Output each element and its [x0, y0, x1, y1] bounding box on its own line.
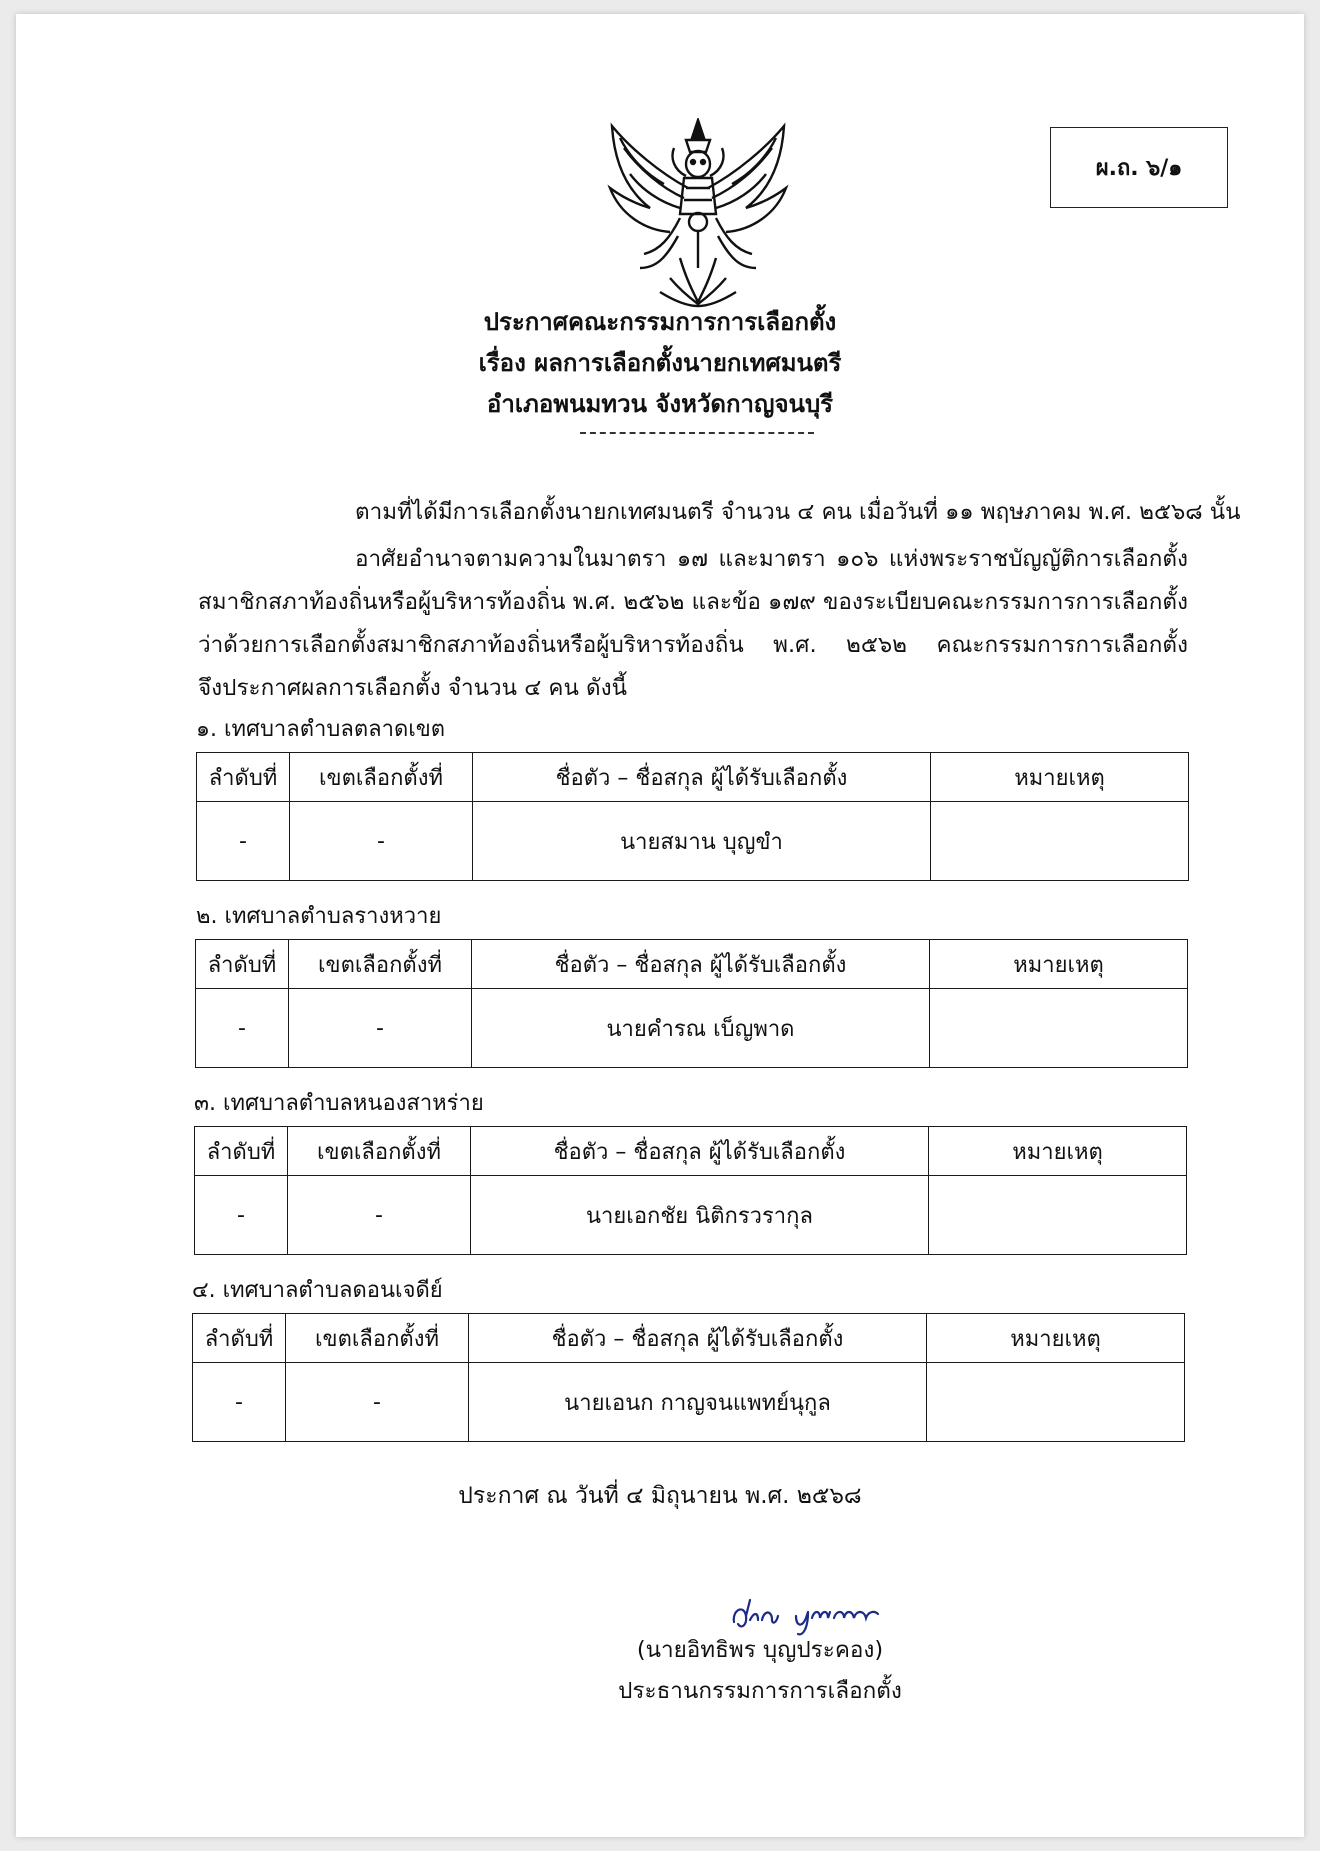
cell-order: -	[193, 1363, 286, 1442]
cell-name: นายเอกชัย นิติกรวรากุล	[471, 1176, 929, 1255]
cell-district: -	[289, 989, 472, 1068]
cell-remark	[929, 1176, 1187, 1255]
handwritten-signature	[728, 1590, 888, 1638]
intro-paragraph: ตามที่ได้มีการเลือกตั้งนายกเทศมนตรี จำนวน ๔ คน เมื่อวันที่ ๑๑ พฤษภาคม พ.ศ. ๒๕๖๘ นั้น	[355, 499, 1241, 525]
result-table-4	[192, 1313, 1185, 1442]
header-remark: หมายเหตุ	[927, 1314, 1185, 1363]
cell-remark	[930, 989, 1188, 1068]
announcement-subject: เรื่อง ผลการเลือกตั้งนายกเทศมนตรี	[478, 349, 842, 377]
cell-order: -	[197, 802, 290, 881]
announcement-title: ประกาศคณะกรรมการการเลือกตั้ง	[483, 308, 837, 336]
header-remark: หมายเหตุ	[929, 1127, 1187, 1176]
header-district: เขตเลือกตั้งที่	[289, 940, 472, 989]
header-order: ลำดับที่	[193, 1314, 286, 1363]
cell-district: -	[286, 1363, 469, 1442]
section-title-1: ๑. เทศบาลตำบลตลาดเขต	[196, 717, 446, 742]
announcement-location: อำเภอพนมทวน จังหวัดกาญจนบุรี	[486, 390, 834, 418]
header-district: เขตเลือกตั้งที่	[286, 1314, 469, 1363]
header-name: ชื่อตัว – ชื่อสกุล ผู้ได้รับเลือกตั้ง	[471, 1127, 929, 1176]
header-name: ชื่อตัว – ชื่อสกุล ผู้ได้รับเลือกตั้ง	[472, 940, 930, 989]
header-remark: หมายเหตุ	[931, 753, 1189, 802]
body-line-2: สมาชิกสภาท้องถิ่นหรือผู้บริหารท้องถิ่น พ.ศ. ๒๕๖๒ และข้อ ๑๗๙ ของระเบียบคณะกรรมการการเลือกตั้ง	[198, 589, 1188, 615]
cell-name: นายคำรณ เบ็ญพาด	[472, 989, 930, 1068]
signatory-name: (นายอิทธิพร บุญประคอง)	[636, 1637, 884, 1663]
result-table-3	[194, 1126, 1187, 1255]
cell-district: -	[288, 1176, 471, 1255]
cell-order: -	[196, 989, 289, 1068]
signatory-title: ประธานกรรมการการเลือกตั้ง	[618, 1678, 902, 1704]
result-table-1	[196, 752, 1189, 881]
table-row	[197, 802, 1189, 881]
header-remark: หมายเหตุ	[930, 940, 1188, 989]
result-table-2	[195, 939, 1188, 1068]
body-line-4: จึงประกาศผลการเลือกตั้ง จำนวน ๔ คน ดังนี้	[198, 675, 627, 701]
cell-order: -	[195, 1176, 288, 1255]
header-order: ลำดับที่	[196, 940, 289, 989]
table-row	[195, 1176, 1187, 1255]
header-order: ลำดับที่	[197, 753, 290, 802]
cell-district: -	[290, 802, 473, 881]
header-district: เขตเลือกตั้งที่	[290, 753, 473, 802]
cell-remark	[931, 802, 1189, 881]
cell-name: นายเอนก กาญจนแพทย์นุกูล	[469, 1363, 927, 1442]
body-line-1: อาศัยอำนาจตามความในมาตรา ๑๗ และมาตรา ๑๐๖ แห่งพระราชบัญญัติการเลือกตั้ง	[355, 546, 1188, 572]
header-order: ลำดับที่	[195, 1127, 288, 1176]
section-title-2: ๒. เทศบาลตำบลรางหวาย	[196, 904, 442, 929]
section-title-3: ๓. เทศบาลตำบลหนองสาหร่าย	[194, 1091, 484, 1116]
table-row	[193, 1363, 1185, 1442]
cell-name: นายสมาน บุญขำ	[473, 802, 931, 881]
table-row	[196, 989, 1188, 1068]
form-code-box: ผ.ถ. ๖/๑	[1050, 127, 1228, 208]
cell-remark	[927, 1363, 1185, 1442]
announcement-date: ประกาศ ณ วันที่ ๔ มิถุนายน พ.ศ. ๒๕๖๘	[458, 1483, 862, 1509]
garuda-emblem-icon	[600, 118, 796, 308]
header-name: ชื่อตัว – ชื่อสกุล ผู้ได้รับเลือกตั้ง	[469, 1314, 927, 1363]
section-title-4: ๔. เทศบาลตำบลดอนเจดีย์	[192, 1278, 443, 1303]
header-district: เขตเลือกตั้งที่	[288, 1127, 471, 1176]
body-line-3: ว่าด้วยการเลือกตั้งสมาชิกสภาท้องถิ่นหรือผู้บริหารท้องถิ่น พ.ศ. ๒๕๖๒ คณะกรรมการการเลือกตั้ง	[198, 632, 1188, 658]
header-name: ชื่อตัว – ชื่อสกุล ผู้ได้รับเลือกตั้ง	[473, 753, 931, 802]
header-divider	[580, 432, 814, 434]
